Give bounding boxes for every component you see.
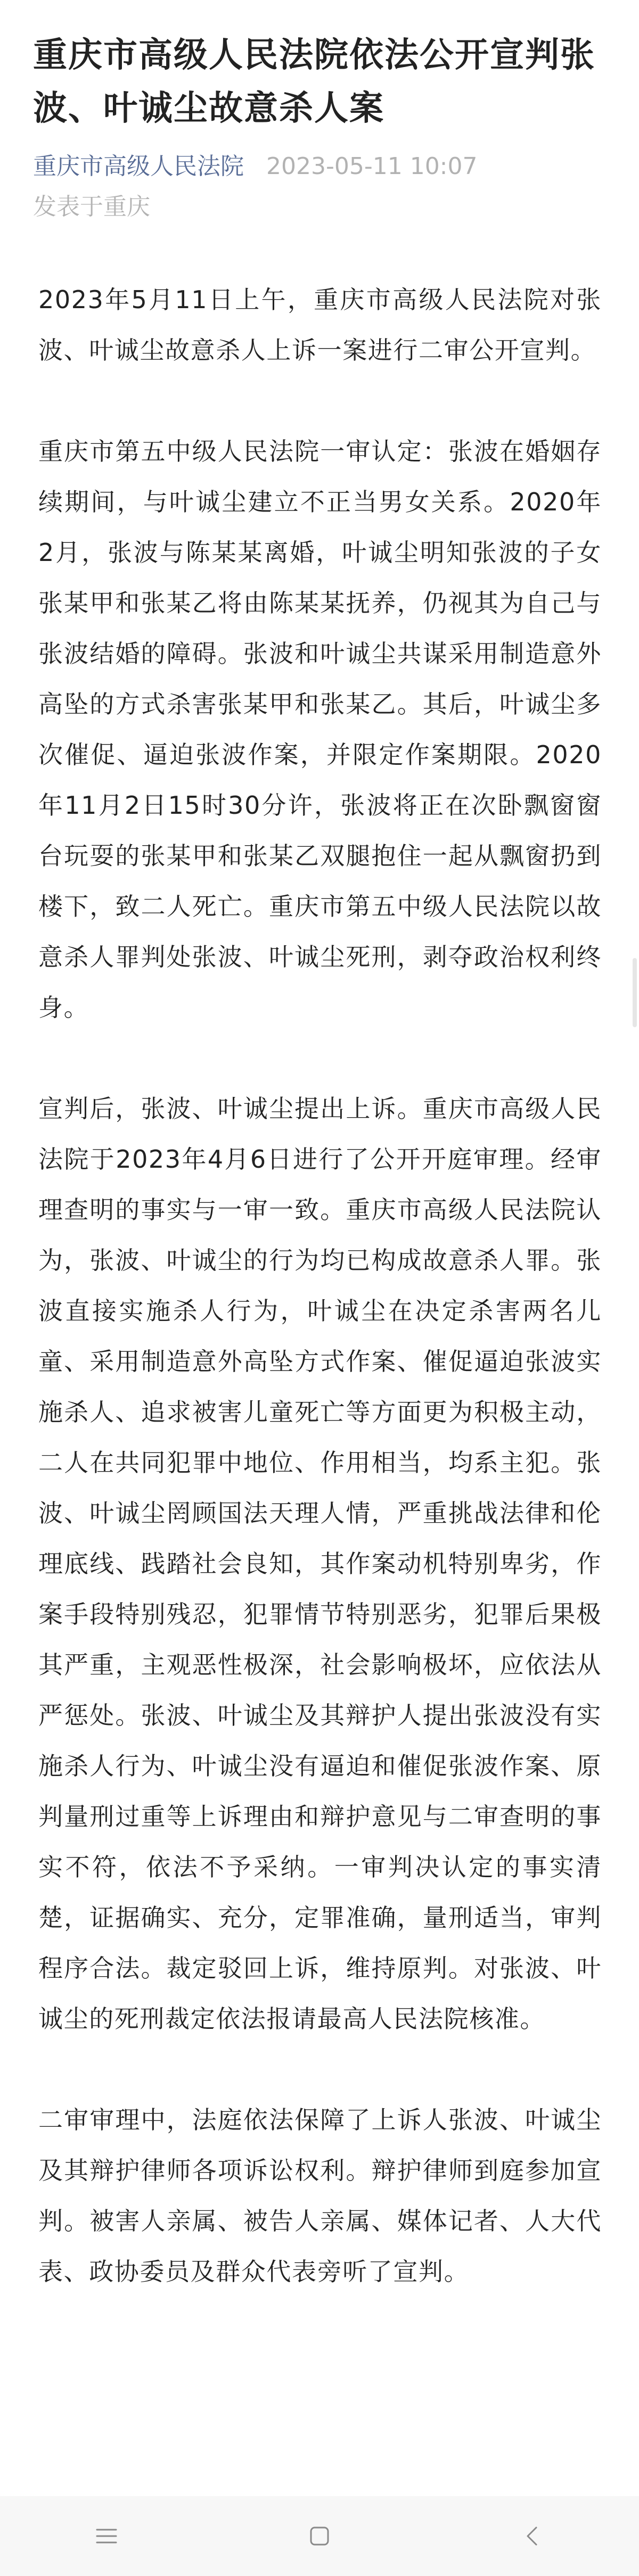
article-title: 重庆市高级人民法院依法公开宣判张波、叶诚尘故意杀人案 bbox=[33, 36, 595, 128]
home-button[interactable] bbox=[277, 2504, 362, 2568]
article-header bbox=[0, 0, 639, 225]
article-meta bbox=[33, 149, 606, 184]
back-button[interactable] bbox=[490, 2504, 575, 2568]
scrollbar-thumb[interactable] bbox=[633, 958, 637, 1027]
author-link[interactable]: 重庆市高级人民法院 bbox=[33, 153, 244, 180]
article-paragraph: 二审审理中，法庭依法保障了上诉人张波、叶诚尘及其辩护律师各项诉讼权利。辩护律师到庭参加宣判。被害人亲属、被告人亲属、媒体记者、人大代表、政协委员及群众代表旁听了宣判。 bbox=[38, 2106, 602, 2286]
article-paragraph: 重庆市第五中级人民法院一审认定：张波在婚姻存续期间，与叶诚尘建立不正当男女关系。2020年2月，张波与陈某某离婚，叶诚尘明知张波的子女张某甲和张某乙将由陈某某抚养，仍视其为自己与张波结婚的障碍。张波和叶诚尘共谋采用制造意外高坠的方式杀害张某甲和张某乙。其后，叶诚尘多次催促、逼迫张波作案，并限定作案期限。2020年11月2日15时30分许，张波将正在次卧飘窗窗台玩耍的张某甲和张某乙双腿抱住一起从飘窗扔到楼下，致二人死亡。重庆市第五中级人民法院以故意杀人罪判处张波、叶诚尘死刑，剥夺政治权利终身。 bbox=[38, 437, 602, 1022]
back-icon bbox=[525, 2525, 540, 2547]
publish-date: 2023-05-11 10:07 bbox=[266, 153, 478, 180]
article-paragraph: 2023年5月11日上午，重庆市高级人民法院对张波、叶诚尘故意杀人上诉一案进行二审公开宣判。 bbox=[38, 285, 602, 365]
home-icon bbox=[309, 2525, 330, 2547]
menu-button[interactable] bbox=[64, 2504, 149, 2568]
publish-location: 发表于重庆 bbox=[33, 193, 150, 220]
menu-icon bbox=[95, 2527, 118, 2546]
article-paragraph: 宣判后，张波、叶诚尘提出上诉。重庆市高级人民法院于2023年4月6日进行了公开开庭审理。经审理查明的事实与一审一致。重庆市高级人民法院认为，张波、叶诚尘的行为均已构成故意杀人罪。张波直接实施杀人行为，叶诚尘在决定杀害两名儿童、采用制造意外高坠方式作案、催促逼迫张波实施杀人、追求被害儿童死亡等方面更为积极主动，二人在共同犯罪中地位、作用相当，均系主犯。张波、叶诚尘罔顾国法天理人情，严重挑战法律和伦理底线、践踏社会良知，其作案动机特别卑劣，作案手段特别残忍，犯罪情节特别恶劣，犯罪后果极其严重，主观恶性极深，社会影响极坏，应依法从严惩处。张波、叶诚尘及其辩护人提出张波没有实施杀人行为、叶诚尘没有逼迫和催促张波作案、原判量刑过重等上诉理由和辩护意见与二审查明的事实不符，依法不予采纳。一审判决认定的事实清楚，证据确实、充分，定罪准确，量刑适当，审判程序合法。裁定驳回上诉，维持原判。对张波、叶诚尘的死刑裁定依法报请最高人民法院核准。 bbox=[38, 1094, 602, 2033]
article-body bbox=[38, 275, 602, 2348]
system-navigation-bar bbox=[0, 2496, 639, 2576]
